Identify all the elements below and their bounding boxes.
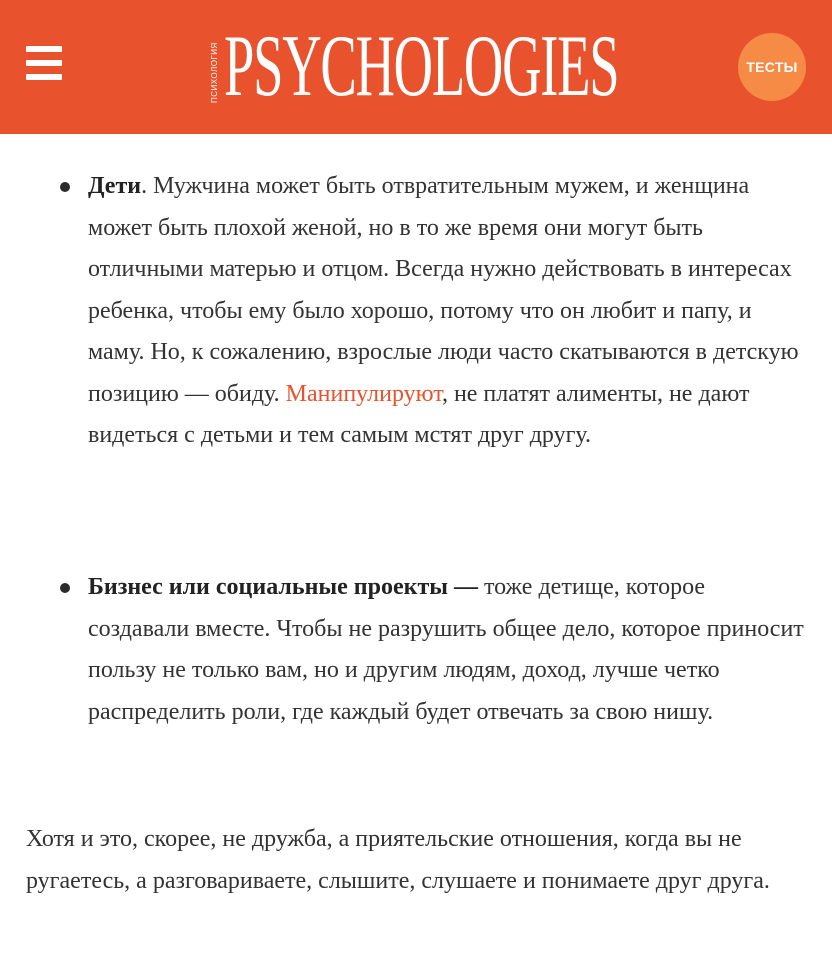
list-item-title: Дети [88,173,142,199]
hamburger-menu-icon[interactable] [26,46,62,80]
logo-text: PSYCHOLOGIES [224,18,619,115]
bullet-icon [60,583,70,593]
list-item-title: Бизнес или социальные проекты — [88,574,478,600]
list-item-text: . Мужчина может быть отвратительным мужем, и женщина может быть плохой женой, но в то же время они могут быть отличными матерью и отцом. Всегда нужно действовать в интересах ребенка, чтобы ему было хорошо, потому что он любит и папу, и маму. Но, к сожалению, взрослые люди часто скатываются в детскую позицию — обиду. [88,173,799,407]
list-item-text: , не платят алименты, не дают видеться с детьми и тем самым мстят друг другу. [88,380,750,448]
tests-button[interactable]: ТЕСТЫ [738,33,806,101]
list-item-text: тоже детище, которое создавали вместе. Чтобы не разрушить общее дело, которое приносит пользу не только вам, но и другим людям, доход, лучше четко распределить роли, где каждый будет отвечать за свою нишу. [88,574,804,725]
article-paragraph: Хотя и это, скорее, не дружба, а приятельские отношения, когда вы не ругаетесь, а разговариваете, слышите, слушаете и понимаете друг друга. [26,826,770,894]
site-header [0,0,832,134]
list-item [88,166,808,457]
site-logo[interactable] [210,18,619,115]
manipulate-link[interactable]: Манипулируют [285,380,442,407]
bullet-icon [60,182,70,192]
list-item [88,567,808,733]
logo-subtitle: ПСИХОЛОГИЯ [210,42,219,104]
